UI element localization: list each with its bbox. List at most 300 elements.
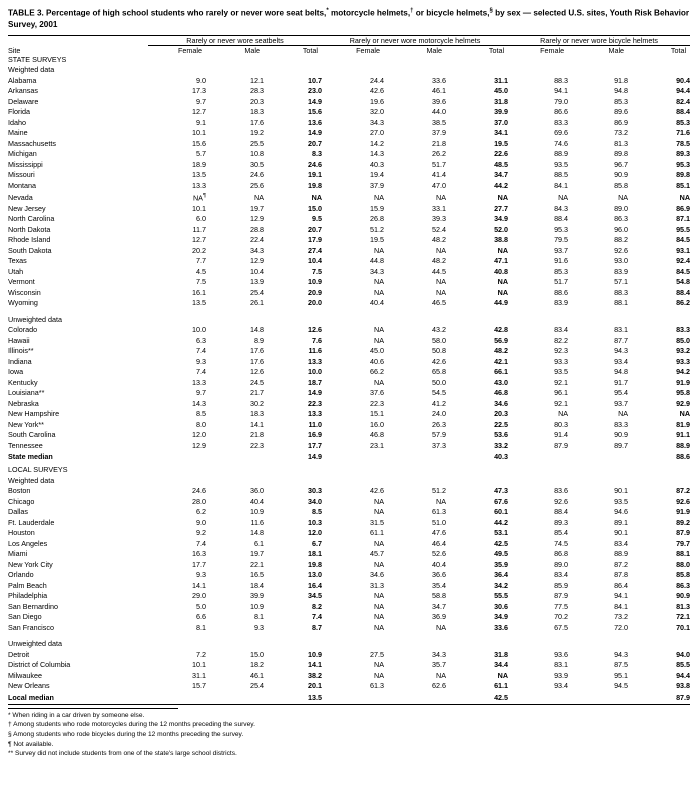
row-value: 86.9: [676, 203, 691, 213]
row-value: 87.7: [614, 335, 629, 345]
row-value: 86.3: [614, 214, 629, 224]
row-value: 27.5: [370, 649, 385, 659]
row-value: 93.3: [676, 356, 691, 366]
row-value: 24.6: [192, 486, 206, 496]
table-row: [8, 671, 690, 682]
row-value: 20.2: [192, 245, 206, 255]
row-value: 7.4: [196, 538, 206, 548]
row-value: 15.9: [370, 203, 385, 213]
row-value: 16.5: [250, 570, 264, 580]
row-value: 7.4: [312, 612, 323, 622]
row-value: NA: [497, 245, 509, 255]
row-value: NA: [436, 287, 447, 297]
data-table: [8, 36, 690, 704]
row-value: NA: [618, 409, 629, 419]
table-row: [8, 235, 690, 246]
row-value: 15.6: [308, 107, 323, 117]
header-group-seatbelts: Rarely or never wore seatbelts: [148, 36, 322, 46]
row-value: 34.4: [494, 660, 509, 670]
row-value: NA: [374, 612, 385, 622]
table-row: [8, 623, 690, 634]
row-value: 34.3: [370, 117, 385, 127]
row-value: 14.8: [250, 325, 264, 335]
row-value: 92.1: [554, 377, 569, 387]
row-value: 94.4: [676, 670, 691, 680]
row-value: 36.0: [250, 486, 264, 496]
row-site-label: Wyoming: [8, 298, 38, 308]
row-site-label: Tennessee: [8, 440, 43, 450]
row-value: 85.8: [676, 570, 691, 580]
row-value: 73.2: [614, 612, 629, 622]
row-value: 16.9: [308, 430, 323, 440]
median-value: [206, 451, 264, 463]
row-site-label: Indiana: [8, 356, 32, 366]
header-male-2: Male: [426, 45, 443, 55]
row-site-label: Ft. Lauderdale: [8, 517, 55, 527]
row-site-label: New York City: [8, 559, 53, 569]
row-value: 86.2: [676, 298, 691, 308]
row-value: 15.0: [308, 203, 323, 213]
row-value: 77.5: [554, 601, 569, 611]
row-site-label: Dallas: [8, 507, 28, 517]
row-value: 86.3: [676, 580, 691, 590]
row-value: NA: [679, 409, 691, 419]
row-value: NA: [311, 193, 323, 203]
row-value: 79.5: [554, 235, 569, 245]
row-value: 8.9: [254, 335, 264, 345]
row-value: 48.5: [494, 159, 509, 169]
row-value: 85.0: [676, 335, 691, 345]
row-value: 31.1: [494, 75, 509, 85]
row-value: NA: [374, 277, 385, 287]
row-value: 94.4: [676, 86, 691, 96]
row-value: NA: [374, 601, 385, 611]
table-row: [8, 336, 690, 347]
row-value: 31.3: [370, 580, 385, 590]
row-value: 93.7: [554, 245, 569, 255]
row-value: 30.2: [250, 398, 264, 408]
row-value: 86.9: [614, 117, 629, 127]
footnotes: [8, 708, 690, 759]
row-value: 34.1: [494, 128, 509, 138]
row-value: 44.2: [494, 517, 509, 527]
row-value: 14.9: [308, 388, 323, 398]
row-value: 89.3: [554, 517, 569, 527]
row-value: 25.4: [250, 287, 264, 297]
row-value: 94.1: [614, 591, 629, 601]
row-value: 22.3: [370, 398, 385, 408]
row-value: 17.9: [308, 235, 323, 245]
row-value: 19.5: [494, 138, 509, 148]
row-value: 88.2: [614, 235, 629, 245]
row-value: 32.0: [370, 107, 385, 117]
table-row: [8, 399, 690, 410]
row-value: 93.1: [676, 245, 691, 255]
row-value: 6.6: [196, 612, 206, 622]
row-value: NA: [374, 622, 385, 632]
row-value: 57.1: [614, 277, 629, 287]
row-value: 23.0: [308, 86, 323, 96]
table-row: [8, 581, 690, 592]
row-value: NA: [436, 193, 447, 203]
row-value: 92.1: [554, 398, 569, 408]
header-group-row: [8, 36, 690, 46]
row-site-label: Arkansas: [8, 86, 38, 96]
row-value: 22.3: [308, 398, 323, 408]
header-site: Site: [8, 45, 21, 55]
table-row: [8, 441, 690, 452]
row-value: 51.7: [554, 277, 569, 287]
row-value: 46.8: [370, 430, 385, 440]
row-value: 88.4: [554, 214, 569, 224]
row-value: 8.2: [312, 601, 323, 611]
median-value: 13.5: [308, 692, 323, 702]
row-value: 95.5: [676, 224, 691, 234]
row-value: 14.9: [308, 128, 323, 138]
table-row: [8, 277, 690, 288]
row-value: 91.4: [554, 430, 569, 440]
table-row: [8, 181, 690, 192]
row-value: 50.0: [432, 377, 447, 387]
row-value: 12.6: [250, 367, 264, 377]
row-value: 93.4: [614, 356, 629, 366]
row-value: 8.1: [254, 612, 264, 622]
row-value: 22.5: [494, 419, 509, 429]
row-value: 19.5: [370, 235, 385, 245]
table-row: [8, 409, 690, 420]
row-value: 81.9: [676, 419, 691, 429]
row-site-label: San Bernardino: [8, 601, 58, 611]
row-value: NA: [436, 245, 447, 255]
row-site-label: Iowa: [8, 367, 24, 377]
row-value: 83.3: [614, 419, 629, 429]
row-value: 31.8: [494, 649, 509, 659]
header-group-motorcycle: Rarely or never wore motorcycle helmets: [322, 36, 508, 46]
row-site-label: Milwaukee: [8, 670, 42, 680]
row-value: 42.6: [432, 356, 447, 366]
table-row: [8, 528, 690, 539]
median-value: 87.9: [676, 692, 691, 702]
footnote-rule: [8, 708, 178, 709]
row-value: 91.9: [676, 377, 691, 387]
row-value: 13.5: [192, 170, 206, 180]
row-value: 13.3: [192, 180, 206, 190]
row-value: 74.5: [554, 538, 569, 548]
row-value: 89.3: [676, 149, 691, 159]
row-value: 40.3: [370, 159, 385, 169]
row-value: 43.0: [494, 377, 509, 387]
row-value: 88.4: [554, 507, 569, 517]
table-row: [8, 486, 690, 497]
row-value: 28.3: [250, 86, 264, 96]
row-value: 10.7: [308, 75, 323, 85]
row-value: 18.7: [308, 377, 323, 387]
row-value: 52.6: [432, 549, 447, 559]
table-row: [8, 378, 690, 389]
row-value: 8.5: [196, 409, 206, 419]
row-value: 94.8: [614, 86, 629, 96]
footnote-item: * When riding in a car driven by someone else.: [8, 711, 145, 719]
row-value: 57.9: [432, 430, 447, 440]
row-value: 5.7: [196, 149, 206, 159]
section-heading: Weighted data: [8, 65, 55, 75]
row-value: 10.0: [192, 325, 206, 335]
row-value: NA: [618, 193, 629, 203]
row-value: 82.2: [554, 335, 569, 345]
row-value: 34.2: [494, 580, 509, 590]
median-label: Local median: [8, 692, 54, 702]
table-row: [8, 288, 690, 299]
median-row: [8, 692, 690, 704]
table-row: [8, 497, 690, 508]
table-row: [8, 560, 690, 571]
row-value: 87.2: [676, 486, 691, 496]
footnote-item: ** Survey did not include students from one of the state's large school districts.: [8, 750, 237, 758]
row-site-label: Wisconsin: [8, 287, 41, 297]
row-value: 88.4: [676, 287, 691, 297]
row-value: 53.1: [494, 528, 509, 538]
row-value: 26.8: [370, 214, 385, 224]
row-value: 93.5: [614, 496, 629, 506]
row-value: 48.2: [432, 256, 447, 266]
row-value: 67.5: [554, 622, 569, 632]
row-value: 9.1: [196, 117, 206, 127]
row-value: 22.4: [250, 235, 264, 245]
row-value: 88.0: [676, 559, 691, 569]
table-row: [8, 650, 690, 661]
row-value: 17.6: [250, 346, 264, 356]
row-value: NA¶: [192, 193, 206, 203]
row-value: NA: [497, 277, 509, 287]
row-value: NA: [374, 660, 385, 670]
row-value: 34.7: [494, 170, 509, 180]
row-value: 88.9: [554, 149, 569, 159]
row-value: 9.5: [312, 214, 323, 224]
row-value: NA: [374, 507, 385, 517]
row-value: 93.7: [614, 398, 629, 408]
row-site-label: Los Angeles: [8, 538, 48, 548]
row-value: 39.9: [250, 591, 264, 601]
row-value: 55.5: [494, 591, 509, 601]
table-row: [8, 388, 690, 399]
row-value: 91.9: [676, 507, 691, 517]
row-value: 23.1: [370, 440, 385, 450]
row-value: 42.6: [370, 86, 385, 96]
row-value: 44.2: [494, 180, 509, 190]
row-value: 12.9: [192, 440, 206, 450]
row-value: 37.3: [432, 440, 447, 450]
row-value: 18.2: [250, 660, 264, 670]
row-value: 61.1: [494, 681, 509, 691]
row-value: 12.7: [192, 107, 206, 117]
row-value: 82.4: [676, 96, 691, 106]
row-value: 42.6: [370, 486, 385, 496]
row-value: 96.0: [614, 224, 629, 234]
row-value: NA: [374, 670, 385, 680]
row-value: 94.1: [554, 86, 569, 96]
row-value: 26.1: [250, 298, 264, 308]
row-value: 18.9: [192, 159, 206, 169]
row-value: 14.8: [250, 528, 264, 538]
row-value: 17.7: [308, 440, 323, 450]
row-site-label: Chicago: [8, 496, 35, 506]
header-female-3: Female: [540, 45, 565, 55]
row-value: 33.6: [432, 75, 447, 85]
row-value: 69.6: [554, 128, 569, 138]
median-value: [384, 692, 446, 704]
row-value: 79.7: [676, 538, 691, 548]
row-value: 34.3: [432, 649, 447, 659]
row-value: 58.8: [432, 591, 447, 601]
section-heading-row: [8, 465, 690, 476]
header-female-1: Female: [178, 45, 202, 55]
row-value: 21.8: [250, 430, 264, 440]
row-value: 73.2: [614, 128, 629, 138]
table-row: [8, 430, 690, 441]
row-value: 8.5: [312, 507, 323, 517]
median-value: [508, 451, 568, 463]
row-value: 7.4: [196, 346, 206, 356]
row-value: 53.6: [494, 430, 509, 440]
row-value: 39.6: [432, 96, 447, 106]
row-value: 60.1: [494, 507, 509, 517]
row-value: 87.5: [614, 660, 629, 670]
row-site-label: North Carolina: [8, 214, 55, 224]
table-row: [8, 139, 690, 150]
row-value: 79.0: [554, 96, 569, 106]
row-value: 85.3: [554, 266, 569, 276]
row-value: NA: [254, 193, 264, 203]
header-male-3: Male: [608, 45, 625, 55]
row-value: 66.1: [494, 367, 509, 377]
row-value: 11.6: [250, 517, 264, 527]
row-value: 46.5: [432, 298, 447, 308]
row-value: 94.0: [676, 649, 691, 659]
row-value: 93.8: [676, 681, 691, 691]
row-site-label: Philadelphia: [8, 591, 48, 601]
row-value: 81.3: [614, 138, 629, 148]
row-value: 48.2: [432, 235, 447, 245]
row-value: 11.7: [192, 224, 206, 234]
row-value: 35.4: [432, 580, 447, 590]
row-value: 91.1: [676, 430, 691, 440]
row-value: 43.2: [432, 325, 447, 335]
row-value: 40.4: [432, 559, 447, 569]
table-row: [8, 507, 690, 518]
row-value: 10.9: [308, 649, 323, 659]
row-value: 91.6: [554, 256, 569, 266]
row-value: 31.8: [494, 96, 509, 106]
row-value: 14.9: [308, 96, 323, 106]
section-heading-row: [8, 639, 690, 650]
row-site-label: Detroit: [8, 649, 30, 659]
row-value: 36.9: [432, 612, 447, 622]
row-value: 19.4: [370, 170, 385, 180]
row-site-label: Palm Beach: [8, 580, 47, 590]
table-row: [8, 518, 690, 529]
row-value: NA: [374, 538, 385, 548]
row-value: 42.8: [494, 325, 509, 335]
row-value: 27.7: [494, 203, 509, 213]
row-value: 12.1: [250, 75, 264, 85]
row-value: 9.7: [196, 388, 206, 398]
row-value: 18.1: [308, 549, 323, 559]
row-value: 67.6: [494, 496, 509, 506]
row-value: 83.4: [554, 570, 569, 580]
row-value: 14.3: [192, 398, 206, 408]
row-site-label: Nebraska: [8, 398, 39, 408]
row-value: 89.8: [676, 170, 691, 180]
row-site-label: Massachusetts: [8, 138, 56, 148]
row-site-label: Missouri: [8, 170, 35, 180]
row-value: 42.5: [494, 538, 509, 548]
row-value: 13.9: [250, 277, 264, 287]
row-value: 85.3: [614, 96, 629, 106]
row-value: 47.0: [432, 180, 447, 190]
table-row: [8, 118, 690, 129]
header-total-2: Total: [488, 45, 505, 55]
row-value: 11.0: [308, 419, 323, 429]
row-site-label: New York**: [8, 419, 44, 429]
row-value: 95.3: [676, 159, 691, 169]
row-value: 14.3: [370, 149, 385, 159]
row-value: 47.1: [494, 256, 509, 266]
table-header: [8, 36, 690, 55]
row-value: 7.5: [196, 277, 206, 287]
row-value: NA: [374, 335, 385, 345]
table-row: [8, 160, 690, 171]
row-value: 72.0: [614, 622, 629, 632]
row-value: 94.5: [614, 681, 629, 691]
row-value: 34.0: [308, 496, 323, 506]
row-value: 93.2: [676, 346, 691, 356]
row-value: 81.3: [676, 601, 691, 611]
row-value: 20.7: [308, 224, 323, 234]
median-value: 40.3: [494, 452, 509, 462]
row-value: 44.8: [370, 256, 385, 266]
row-site-label: Maine: [8, 128, 28, 138]
row-value: 88.4: [676, 107, 691, 117]
table-row: [8, 214, 690, 225]
row-value: 48.2: [494, 346, 509, 356]
row-value: 16.4: [308, 580, 323, 590]
row-value: 47.6: [432, 528, 447, 538]
row-value: NA: [374, 325, 385, 335]
row-value: 10.1: [192, 660, 206, 670]
row-value: 41.2: [432, 398, 447, 408]
row-value: 89.0: [614, 203, 629, 213]
footnote-item: ¶ Not available.: [8, 740, 54, 748]
row-value: 70.1: [676, 622, 691, 632]
row-value: NA: [497, 670, 509, 680]
row-value: 93.9: [554, 670, 569, 680]
row-value: 37.6: [370, 388, 385, 398]
row-site-label: Idaho: [8, 117, 26, 127]
row-value: 52.0: [494, 224, 509, 234]
row-site-label: Nevada: [8, 193, 33, 203]
row-value: 83.3: [554, 117, 569, 127]
row-value: 19.7: [250, 203, 264, 213]
row-value: 6.1: [254, 538, 264, 548]
row-site-label: New Hampshire: [8, 409, 60, 419]
row-value: NA: [374, 193, 385, 203]
row-value: 17.6: [250, 356, 264, 366]
row-site-label: Illinois**: [8, 346, 34, 356]
row-value: 88.1: [614, 298, 629, 308]
row-value: NA: [436, 670, 447, 680]
row-value: NA: [436, 496, 447, 506]
row-value: 9.0: [196, 75, 206, 85]
